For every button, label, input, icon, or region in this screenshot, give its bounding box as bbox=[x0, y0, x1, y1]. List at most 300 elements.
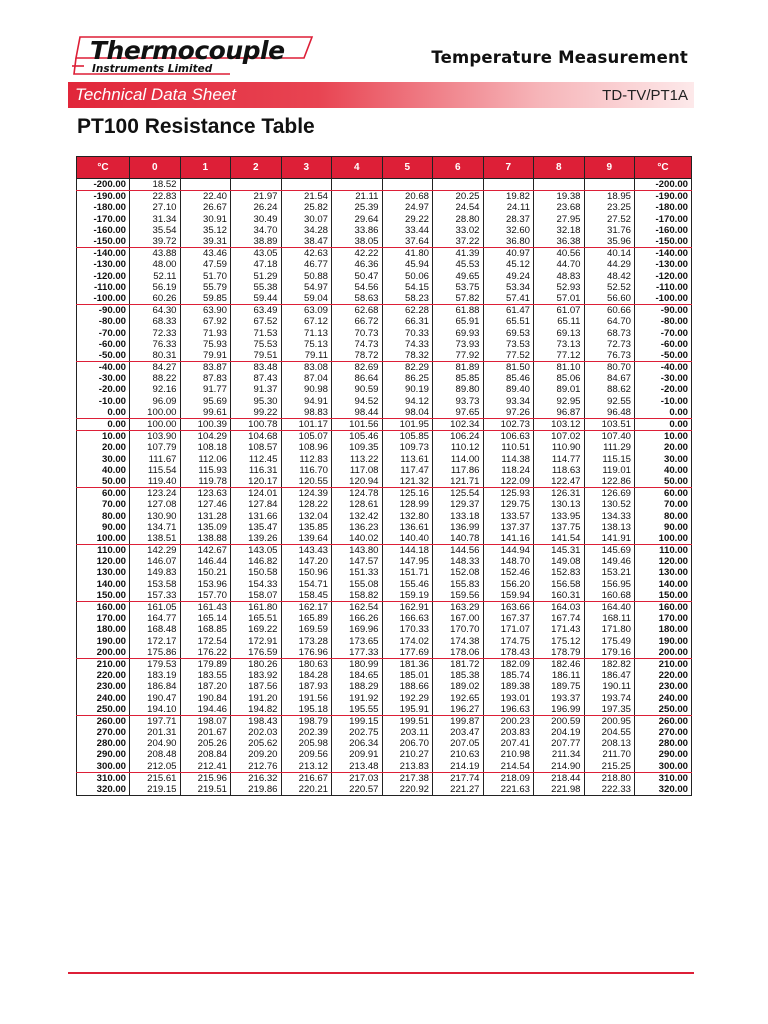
resistance-cell: 145.69 bbox=[584, 545, 635, 557]
resistance-cell: 59.04 bbox=[281, 293, 332, 305]
resistance-cell: 27.52 bbox=[584, 214, 635, 225]
resistance-cell: 63.90 bbox=[180, 305, 231, 317]
temp-cell-right: -160.00 bbox=[635, 225, 692, 236]
resistance-cell: 78.32 bbox=[382, 350, 433, 362]
resistance-cell: 197.35 bbox=[584, 704, 635, 716]
resistance-cell: 54.15 bbox=[382, 282, 433, 293]
resistance-cell: 94.12 bbox=[382, 396, 433, 407]
resistance-cell: 102.34 bbox=[433, 418, 484, 430]
resistance-cell: 63.09 bbox=[281, 305, 332, 317]
resistance-cell: 119.40 bbox=[130, 476, 181, 488]
resistance-cell: 208.84 bbox=[180, 749, 231, 760]
resistance-cell: 164.40 bbox=[584, 601, 635, 613]
table-row bbox=[77, 784, 692, 796]
resistance-cell: 150.58 bbox=[231, 567, 282, 578]
resistance-cell: 28.37 bbox=[483, 214, 534, 225]
resistance-cell: 143.43 bbox=[281, 545, 332, 557]
resistance-cell: 184.65 bbox=[332, 670, 383, 681]
resistance-cell: 149.46 bbox=[584, 556, 635, 567]
temp-cell-left: 260.00 bbox=[77, 715, 130, 727]
resistance-cell: 210.98 bbox=[483, 749, 534, 760]
temp-cell-left: -100.00 bbox=[77, 293, 130, 305]
temp-cell-left: -150.00 bbox=[77, 236, 130, 248]
resistance-cell: 220.92 bbox=[382, 784, 433, 796]
temp-cell-right: -70.00 bbox=[635, 327, 692, 338]
resistance-cell: 187.93 bbox=[281, 681, 332, 692]
resistance-cell: 89.01 bbox=[534, 384, 585, 395]
resistance-cell: 75.13 bbox=[281, 339, 332, 350]
temp-cell-left: 50.00 bbox=[77, 476, 130, 488]
resistance-cell: 203.83 bbox=[483, 727, 534, 738]
resistance-cell: 24.11 bbox=[483, 202, 534, 213]
resistance-cell: 123.24 bbox=[130, 488, 181, 500]
resistance-cell: 112.06 bbox=[180, 454, 231, 465]
header-temp-right: °C bbox=[635, 157, 692, 179]
resistance-cell: 77.12 bbox=[534, 350, 585, 362]
resistance-cell: 184.28 bbox=[281, 670, 332, 681]
table-row bbox=[77, 202, 692, 213]
temp-cell-left: 140.00 bbox=[77, 579, 130, 590]
resistance-cell: 73.13 bbox=[534, 339, 585, 350]
resistance-cell: 193.74 bbox=[584, 692, 635, 703]
resistance-cell: 18.52 bbox=[130, 179, 181, 191]
resistance-cell: 143.05 bbox=[231, 545, 282, 557]
resistance-cell: 140.78 bbox=[433, 533, 484, 545]
resistance-cell: 140.02 bbox=[332, 533, 383, 545]
resistance-cell: 97.65 bbox=[433, 407, 484, 419]
resistance-cell: 185.01 bbox=[382, 670, 433, 681]
resistance-cell: 24.97 bbox=[382, 202, 433, 213]
resistance-cell: 144.18 bbox=[382, 545, 433, 557]
temp-cell-right: 60.00 bbox=[635, 488, 692, 500]
resistance-cell: 102.73 bbox=[483, 418, 534, 430]
resistance-cell: 50.06 bbox=[382, 271, 433, 282]
resistance-cell: 170.70 bbox=[433, 624, 484, 635]
resistance-cell: 70.33 bbox=[382, 327, 433, 338]
resistance-cell: 73.53 bbox=[483, 339, 534, 350]
resistance-cell: 199.87 bbox=[433, 715, 484, 727]
resistance-cell: 166.63 bbox=[382, 613, 433, 624]
resistance-cell: 104.68 bbox=[231, 431, 282, 443]
resistance-cell: 163.29 bbox=[433, 601, 484, 613]
resistance-cell: 34.70 bbox=[231, 225, 282, 236]
resistance-cell bbox=[433, 179, 484, 191]
resistance-cell: 210.27 bbox=[382, 749, 433, 760]
header-col-1: 1 bbox=[180, 157, 231, 179]
resistance-cell: 149.08 bbox=[534, 556, 585, 567]
resistance-cell: 64.30 bbox=[130, 305, 181, 317]
resistance-table bbox=[76, 156, 692, 796]
resistance-cell: 172.17 bbox=[130, 636, 181, 647]
temp-cell-right: -130.00 bbox=[635, 259, 692, 270]
resistance-cell: 164.03 bbox=[534, 601, 585, 613]
resistance-cell: 79.51 bbox=[231, 350, 282, 362]
resistance-cell: 68.73 bbox=[584, 327, 635, 338]
resistance-cell: 33.86 bbox=[332, 225, 383, 236]
table-row bbox=[77, 647, 692, 659]
resistance-cell: 90.19 bbox=[382, 384, 433, 395]
resistance-cell: 188.29 bbox=[332, 681, 383, 692]
resistance-cell: 156.58 bbox=[534, 579, 585, 590]
resistance-cell: 206.70 bbox=[382, 738, 433, 749]
resistance-cell: 202.75 bbox=[332, 727, 383, 738]
resistance-cell: 86.64 bbox=[332, 373, 383, 384]
resistance-cell: 175.12 bbox=[534, 636, 585, 647]
resistance-cell: 193.37 bbox=[534, 692, 585, 703]
resistance-cell: 93.73 bbox=[433, 396, 484, 407]
resistance-cell: 145.31 bbox=[534, 545, 585, 557]
resistance-cell: 139.64 bbox=[281, 533, 332, 545]
resistance-cell: 178.79 bbox=[534, 647, 585, 659]
resistance-cell: 66.72 bbox=[332, 316, 383, 327]
temp-cell-right: -90.00 bbox=[635, 305, 692, 317]
resistance-cell: 153.21 bbox=[584, 567, 635, 578]
resistance-cell: 80.31 bbox=[130, 350, 181, 362]
resistance-cell: 150.96 bbox=[281, 567, 332, 578]
resistance-cell: 111.67 bbox=[130, 454, 181, 465]
resistance-cell: 50.88 bbox=[281, 271, 332, 282]
resistance-cell: 56.19 bbox=[130, 282, 181, 293]
resistance-cell: 154.33 bbox=[231, 579, 282, 590]
resistance-cell: 189.38 bbox=[483, 681, 534, 692]
resistance-cell: 33.44 bbox=[382, 225, 433, 236]
table-row bbox=[77, 293, 692, 305]
resistance-cell: 183.92 bbox=[231, 670, 282, 681]
resistance-cell: 113.22 bbox=[332, 454, 383, 465]
resistance-cell: 167.37 bbox=[483, 613, 534, 624]
table-row bbox=[77, 772, 692, 784]
resistance-cell: 151.71 bbox=[382, 567, 433, 578]
resistance-cell: 51.29 bbox=[231, 271, 282, 282]
resistance-cell: 186.11 bbox=[534, 670, 585, 681]
resistance-cell: 76.33 bbox=[130, 339, 181, 350]
resistance-cell: 89.40 bbox=[483, 384, 534, 395]
resistance-cell: 167.00 bbox=[433, 613, 484, 624]
resistance-cell: 76.73 bbox=[584, 350, 635, 362]
resistance-cell: 216.67 bbox=[281, 772, 332, 784]
temp-cell-right: 200.00 bbox=[635, 647, 692, 659]
resistance-cell: 152.83 bbox=[534, 567, 585, 578]
table-row bbox=[77, 567, 692, 578]
resistance-cell: 222.33 bbox=[584, 784, 635, 796]
resistance-cell: 40.14 bbox=[584, 248, 635, 260]
resistance-cell: 125.54 bbox=[433, 488, 484, 500]
table-row bbox=[77, 384, 692, 395]
resistance-cell: 130.52 bbox=[584, 499, 635, 510]
resistance-cell: 138.51 bbox=[130, 533, 181, 545]
temp-cell-right: 100.00 bbox=[635, 533, 692, 545]
temp-cell-left: 110.00 bbox=[77, 545, 130, 557]
resistance-cell: 38.47 bbox=[281, 236, 332, 248]
resistance-cell: 155.83 bbox=[433, 579, 484, 590]
document-code: TD-TV/PT1A bbox=[602, 87, 688, 104]
resistance-cell: 213.12 bbox=[281, 761, 332, 773]
resistance-cell: 67.52 bbox=[231, 316, 282, 327]
resistance-cell: 39.72 bbox=[130, 236, 181, 248]
resistance-cell: 153.96 bbox=[180, 579, 231, 590]
resistance-cell bbox=[584, 179, 635, 191]
resistance-cell: 147.20 bbox=[281, 556, 332, 567]
resistance-cell: 201.67 bbox=[180, 727, 231, 738]
resistance-cell: 117.08 bbox=[332, 465, 383, 476]
resistance-cell: 86.25 bbox=[382, 373, 433, 384]
resistance-cell: 120.17 bbox=[231, 476, 282, 488]
resistance-cell: 177.33 bbox=[332, 647, 383, 659]
resistance-cell: 200.95 bbox=[584, 715, 635, 727]
resistance-cell: 172.54 bbox=[180, 636, 231, 647]
resistance-cell: 209.56 bbox=[281, 749, 332, 760]
temp-cell-left: 100.00 bbox=[77, 533, 130, 545]
resistance-cell: 127.46 bbox=[180, 499, 231, 510]
resistance-cell: 57.01 bbox=[534, 293, 585, 305]
resistance-cell: 183.55 bbox=[180, 670, 231, 681]
resistance-cell: 93.34 bbox=[483, 396, 534, 407]
table-row bbox=[77, 362, 692, 374]
resistance-cell: 19.82 bbox=[483, 191, 534, 203]
header-col-0: 0 bbox=[130, 157, 181, 179]
temp-cell-right: 270.00 bbox=[635, 727, 692, 738]
resistance-cell: 215.25 bbox=[584, 761, 635, 773]
resistance-cell: 136.99 bbox=[433, 522, 484, 533]
resistance-cell: 137.75 bbox=[534, 522, 585, 533]
resistance-cell: 31.34 bbox=[130, 214, 181, 225]
resistance-cell: 213.48 bbox=[332, 761, 383, 773]
resistance-cell bbox=[281, 179, 332, 191]
header-temp-left: °C bbox=[77, 157, 130, 179]
temp-cell-left: 250.00 bbox=[77, 704, 130, 716]
resistance-cell: 98.83 bbox=[281, 407, 332, 419]
resistance-cell: 89.80 bbox=[433, 384, 484, 395]
resistance-cell: 212.76 bbox=[231, 761, 282, 773]
resistance-cell: 187.56 bbox=[231, 681, 282, 692]
resistance-cell: 187.20 bbox=[180, 681, 231, 692]
resistance-cell: 87.43 bbox=[231, 373, 282, 384]
resistance-cell: 107.40 bbox=[584, 431, 635, 443]
resistance-cell: 58.23 bbox=[382, 293, 433, 305]
resistance-cell: 207.41 bbox=[483, 738, 534, 749]
resistance-cell: 69.93 bbox=[433, 327, 484, 338]
resistance-cell: 158.45 bbox=[281, 590, 332, 602]
resistance-cell: 96.87 bbox=[534, 407, 585, 419]
resistance-cell: 125.93 bbox=[483, 488, 534, 500]
resistance-cell: 173.65 bbox=[332, 636, 383, 647]
resistance-cell: 30.91 bbox=[180, 214, 231, 225]
temp-cell-right: 80.00 bbox=[635, 510, 692, 521]
resistance-cell: 208.13 bbox=[584, 738, 635, 749]
resistance-cell: 159.56 bbox=[433, 590, 484, 602]
temp-cell-right: -10.00 bbox=[635, 396, 692, 407]
temp-cell-left: -140.00 bbox=[77, 248, 130, 260]
resistance-cell: 29.22 bbox=[382, 214, 433, 225]
resistance-cell: 58.63 bbox=[332, 293, 383, 305]
temp-cell-right: -200.00 bbox=[635, 179, 692, 191]
temp-cell-right: 260.00 bbox=[635, 715, 692, 727]
resistance-cell: 30.07 bbox=[281, 214, 332, 225]
temp-cell-right: 0.00 bbox=[635, 418, 692, 430]
resistance-cell: 161.05 bbox=[130, 601, 181, 613]
resistance-cell: 152.08 bbox=[433, 567, 484, 578]
resistance-cell: 135.85 bbox=[281, 522, 332, 533]
resistance-cell: 72.73 bbox=[584, 339, 635, 350]
resistance-cell: 72.33 bbox=[130, 327, 181, 338]
resistance-cell: 92.55 bbox=[584, 396, 635, 407]
resistance-cell: 137.37 bbox=[483, 522, 534, 533]
resistance-cell: 30.49 bbox=[231, 214, 282, 225]
resistance-cell: 107.02 bbox=[534, 431, 585, 443]
resistance-cell: 221.98 bbox=[534, 784, 585, 796]
resistance-cell: 221.27 bbox=[433, 784, 484, 796]
resistance-cell: 214.19 bbox=[433, 761, 484, 773]
resistance-cell: 176.96 bbox=[281, 647, 332, 659]
table-row bbox=[77, 556, 692, 567]
resistance-cell: 177.69 bbox=[382, 647, 433, 659]
resistance-cell: 132.04 bbox=[281, 510, 332, 521]
resistance-cell: 134.71 bbox=[130, 522, 181, 533]
logo-subtitle: Instruments Limited bbox=[92, 63, 213, 75]
resistance-cell: 190.11 bbox=[584, 681, 635, 692]
resistance-cell: 141.54 bbox=[534, 533, 585, 545]
resistance-cell: 202.39 bbox=[281, 727, 332, 738]
resistance-cell: 69.53 bbox=[483, 327, 534, 338]
resistance-cell: 110.12 bbox=[433, 442, 484, 453]
resistance-cell: 77.52 bbox=[483, 350, 534, 362]
resistance-cell: 20.68 bbox=[382, 191, 433, 203]
resistance-cell: 65.51 bbox=[483, 316, 534, 327]
resistance-cell: 73.93 bbox=[433, 339, 484, 350]
resistance-cell: 209.91 bbox=[332, 749, 383, 760]
resistance-cell: 91.37 bbox=[231, 384, 282, 395]
resistance-cell: 83.48 bbox=[231, 362, 282, 374]
resistance-cell: 25.82 bbox=[281, 202, 332, 213]
table-row bbox=[77, 271, 692, 282]
resistance-cell: 27.95 bbox=[534, 214, 585, 225]
temp-cell-right: -80.00 bbox=[635, 316, 692, 327]
resistance-cell: 71.13 bbox=[281, 327, 332, 338]
page-title: PT100 Resistance Table bbox=[77, 115, 315, 138]
resistance-cell: 211.70 bbox=[584, 749, 635, 760]
temp-cell-right: -100.00 bbox=[635, 293, 692, 305]
resistance-cell: 190.47 bbox=[130, 692, 181, 703]
resistance-cell: 136.23 bbox=[332, 522, 383, 533]
resistance-cell: 66.31 bbox=[382, 316, 433, 327]
resistance-cell: 217.03 bbox=[332, 772, 383, 784]
temp-cell-left: 170.00 bbox=[77, 613, 130, 624]
resistance-cell: 68.33 bbox=[130, 316, 181, 327]
table-row bbox=[77, 316, 692, 327]
resistance-cell: 21.54 bbox=[281, 191, 332, 203]
temp-cell-right: 250.00 bbox=[635, 704, 692, 716]
temp-cell-left: 180.00 bbox=[77, 624, 130, 635]
resistance-cell: 204.19 bbox=[534, 727, 585, 738]
resistance-cell: 128.61 bbox=[332, 499, 383, 510]
resistance-cell: 114.00 bbox=[433, 454, 484, 465]
resistance-cell: 218.09 bbox=[483, 772, 534, 784]
resistance-cell: 67.92 bbox=[180, 316, 231, 327]
resistance-cell: 98.04 bbox=[382, 407, 433, 419]
resistance-cell: 32.60 bbox=[483, 225, 534, 236]
resistance-cell: 97.26 bbox=[483, 407, 534, 419]
resistance-cell: 215.61 bbox=[130, 772, 181, 784]
resistance-cell: 155.08 bbox=[332, 579, 383, 590]
header-col-3: 3 bbox=[281, 157, 332, 179]
table-row bbox=[77, 339, 692, 350]
resistance-cell: 61.88 bbox=[433, 305, 484, 317]
resistance-cell bbox=[332, 179, 383, 191]
resistance-cell: 27.10 bbox=[130, 202, 181, 213]
resistance-cell: 169.22 bbox=[231, 624, 282, 635]
resistance-cell: 205.98 bbox=[281, 738, 332, 749]
temp-cell-right: 90.00 bbox=[635, 522, 692, 533]
resistance-cell: 96.48 bbox=[584, 407, 635, 419]
resistance-cell: 154.71 bbox=[281, 579, 332, 590]
header-col-5: 5 bbox=[382, 157, 433, 179]
temp-cell-left: 320.00 bbox=[77, 784, 130, 796]
resistance-cell: 159.94 bbox=[483, 590, 534, 602]
resistance-cell: 144.56 bbox=[433, 545, 484, 557]
resistance-cell: 43.05 bbox=[231, 248, 282, 260]
resistance-cell: 115.54 bbox=[130, 465, 181, 476]
temp-cell-right: 190.00 bbox=[635, 636, 692, 647]
temp-cell-right: 50.00 bbox=[635, 476, 692, 488]
resistance-cell: 158.82 bbox=[332, 590, 383, 602]
resistance-cell: 146.82 bbox=[231, 556, 282, 567]
table-row bbox=[77, 727, 692, 738]
table-row bbox=[77, 327, 692, 338]
resistance-cell: 121.71 bbox=[433, 476, 484, 488]
resistance-cell: 136.61 bbox=[382, 522, 433, 533]
resistance-cell: 46.36 bbox=[332, 259, 383, 270]
table-row bbox=[77, 259, 692, 270]
resistance-cell: 174.75 bbox=[483, 636, 534, 647]
temp-cell-left: -120.00 bbox=[77, 271, 130, 282]
resistance-cell: 198.43 bbox=[231, 715, 282, 727]
temp-cell-right: 40.00 bbox=[635, 465, 692, 476]
temp-cell-left: -90.00 bbox=[77, 305, 130, 317]
resistance-cell: 74.73 bbox=[332, 339, 383, 350]
temp-cell-right: 240.00 bbox=[635, 692, 692, 703]
resistance-cell: 61.47 bbox=[483, 305, 534, 317]
temp-cell-left: 200.00 bbox=[77, 647, 130, 659]
resistance-cell: 37.64 bbox=[382, 236, 433, 248]
resistance-cell: 48.42 bbox=[584, 271, 635, 282]
temp-cell-right: 70.00 bbox=[635, 499, 692, 510]
resistance-cell: 179.16 bbox=[584, 647, 635, 659]
resistance-cell: 219.15 bbox=[130, 784, 181, 796]
resistance-cell: 114.38 bbox=[483, 454, 534, 465]
temp-cell-right: 180.00 bbox=[635, 624, 692, 635]
resistance-cell: 129.37 bbox=[433, 499, 484, 510]
table-row bbox=[77, 670, 692, 681]
temp-cell-left: 0.00 bbox=[77, 407, 130, 419]
resistance-cell: 39.31 bbox=[180, 236, 231, 248]
resistance-cell: 128.22 bbox=[281, 499, 332, 510]
resistance-cell: 35.54 bbox=[130, 225, 181, 236]
resistance-cell: 130.90 bbox=[130, 510, 181, 521]
resistance-cell: 168.48 bbox=[130, 624, 181, 635]
temp-cell-left: -190.00 bbox=[77, 191, 130, 203]
company-logo bbox=[70, 34, 314, 76]
resistance-cell: 212.41 bbox=[180, 761, 231, 773]
resistance-cell: 88.22 bbox=[130, 373, 181, 384]
table-row bbox=[77, 636, 692, 647]
resistance-cell: 87.83 bbox=[180, 373, 231, 384]
resistance-cell: 204.55 bbox=[584, 727, 635, 738]
resistance-cell: 164.77 bbox=[130, 613, 181, 624]
resistance-cell: 62.68 bbox=[332, 305, 383, 317]
table-row bbox=[77, 590, 692, 602]
resistance-cell: 171.80 bbox=[584, 624, 635, 635]
resistance-cell: 148.33 bbox=[433, 556, 484, 567]
